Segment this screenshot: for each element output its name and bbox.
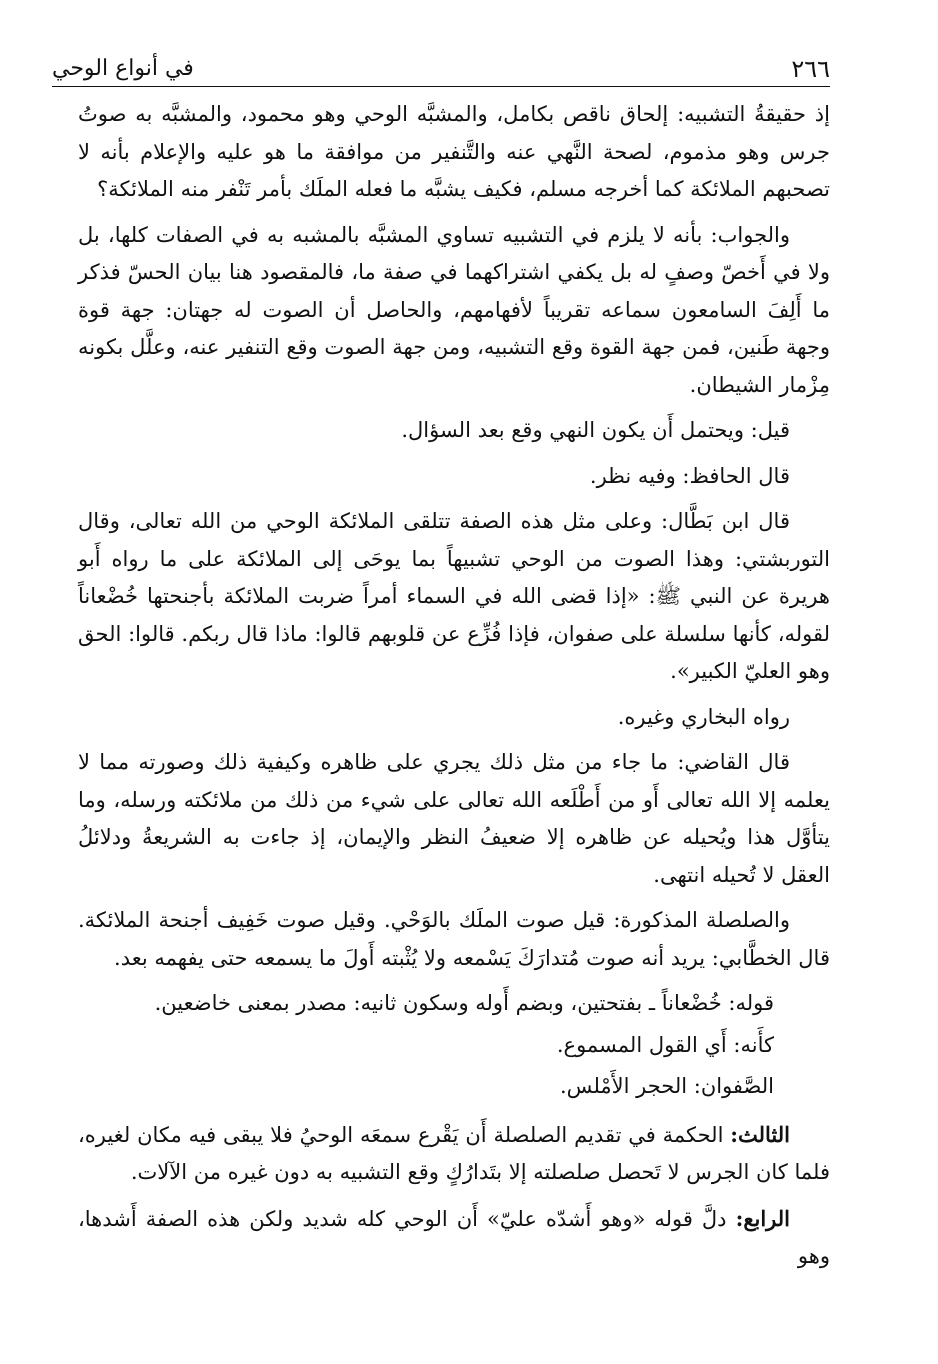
chapter-title: في أنواع الوحي <box>52 56 194 81</box>
paragraph-definition: إذ حقيقةُ التشبيه: إلحاق ناقص بكامل، والمشبَّه الوحي وهو محمود، والمشبَّه به صوتُ جرس وهو مذموم، لصحة النَّهي عنه والتَّنفير من موافقة ما هو عليه والإعلام بأنه لا تصحبهم الملائكة كما أخرجه مسلم، فكيف يشبَّه ما فعله الملَك بأمر تَنْفر منه الملائكة؟ <box>78 102 830 201</box>
header-divider <box>52 86 830 87</box>
running-header <box>52 40 830 84</box>
paragraph-hafiz: قال الحافظ: وفيه نظر. <box>589 463 790 488</box>
paragraph-fourth <box>78 1200 830 1276</box>
third-lead: الثالث: <box>730 1121 790 1147</box>
paragraph-qila: قيل: ويحتمل أَن يكون النهي وقع بعد السؤال. <box>401 418 790 442</box>
paragraph-third <box>78 1116 830 1192</box>
paragraph-bukhari: رواه البخاري وغيره. <box>617 704 790 729</box>
fourth-text: دلَّ قوله «وهو أَشدّه عليّ» أَن الوحي كله شديد ولكن هذه الصفة أَشدها، وهو <box>78 1206 830 1268</box>
gloss-safwan: الصَّفوان: الحجر الأَمْلس. <box>560 1074 774 1098</box>
paragraph-salsala: والصلصلة المذكورة: قيل صوت الملَك بالوَحْي. وقيل صوت خَفِيف أجنحة الملائكة. قال الخطَّابي: يريد أنه صوت مُتدارَكَ يَسْمعه ولا يُثْبته أَولَ ما يسمعه حتى يفهمه بعد. <box>78 908 830 970</box>
gloss-kaannahu: كأَنه: أَي القول المسموع. <box>556 1032 774 1057</box>
paragraph-ibn-battal: قال ابن بَطَّال: وعلى مثل هذه الصفة تتلقى الملائكة الوحي من الله تعالى، وقال التوربشتي: وهذا الصوت من الوحي تشبيهاً بما يوحَى إلى الملائكة على ما رواه أَبو هريرة عن النبي ﷺ: «إذا قضى الله في السماء أمراً ضربت الملائكة بأجنحتها خُضْعاناً لقوله، كأنها سلسلة على صفوان، فإذا فُزِّع عن قلوبهم قالوا: ماذا قال ربكم. قالوا: الحق وهو العليّ الكبير». <box>78 509 831 683</box>
fourth-lead: الرابع: <box>735 1205 790 1231</box>
page-body <box>78 96 830 1284</box>
page-number: ٢٦٦ <box>791 55 830 83</box>
paragraph-answer: والجواب: بأنه لا يلزم في التشبيه تساوي المشبَّه بالمشبه به في الصفات كلها، بل ولا في أَخصّ وصفٍ له بل يكفي اشتراكهما في صفة ما، فالمقصود هنا بيان الحسّ فذكر ما أَلِفَ السامعون سماعه تقريباً لأفهامهم، والحاصل أن الصوت له جهتان: جهة قوة وجهة طَنين، فمن جهة القوة وقع التشبيه، ومن جهة الصوت وقع التنفير عنه، وعلَّل بكونه مِزْمار الشيطان. <box>78 222 830 397</box>
third-text: الحكمة في تقديم الصلصلة أَن يَقْرع سمعَه الوحيُ فلا يبقى فيه مكان لغيره، فلما كان الجرس لا تَحصل صلصلته إلا بتَدارُكٍ وقع التشبيه به دون غيره من الآلات. <box>78 1122 830 1184</box>
paragraph-qadi: قال القاضي: ما جاء من مثل ذلك يجري على ظاهره وكيفية ذلك وصورته مما لا يعلمه إلا الله تعالى أَو من أَطْلَعه الله تعالى على شيء من ذلك من ملائكته ورسله، وما يتأوَّل هذا ويُحيله عن ظاهره إلا ضعيفُ النظر والإيمان، إذ جاءت به الشريعةُ ودلائلُ العقل لا تُحيله انتهى. <box>78 750 830 887</box>
gloss-khudanan: قوله: خُضْعاناً ـ بفتحتين، وبضم أَوله وسكون ثانيه: مصدر بمعنى خاضعين. <box>154 991 774 1015</box>
